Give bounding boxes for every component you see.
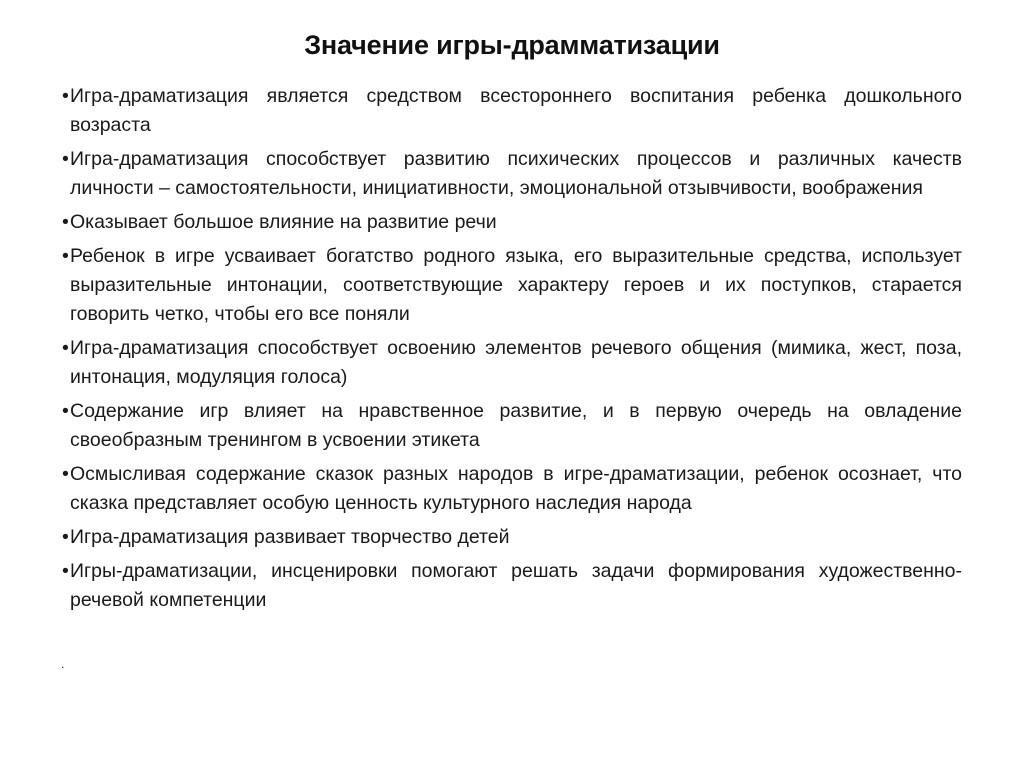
bullet-item: • Игра-драматизация способствует освоению элементов речевого общения (мимика, жест, поза, интонация, модуляция голоса) [62,334,962,392]
bullet-item: • Игра-драматизация способствует развитию психических процессов и различных качеств личности – самостоятельности, инициативности, эмоциональной отзывчивости, воображения [62,145,962,203]
trailing-dot: . [61,657,65,671]
bullet-item: • Ребенок в игре усваивает богатство родного языка, его выразительные средства, использует выразительные интонации, соответствующие характеру героев и их поступков, старается говорить четко, чтобы его все поняли [62,242,962,329]
bullet-item: • Игра-драматизация развивает творчество детей [62,523,962,552]
bullet-item: • Содержание игр влияет на нравственное развитие, и в первую очередь на овладение своеобразным тренингом в усвоении этикета [62,397,962,455]
bullet-item: • Игра-драматизация является средством всестороннего воспитания ребенка дошкольного возраста [62,82,962,140]
bullet-item: • Игры-драматизации, инсценировки помогают решать задачи формирования художественно-речевой компетенции [62,557,962,615]
bullet-list [62,82,962,620]
bullet-item: • Осмысливая содержание сказок разных народов в игре-драматизации, ребенок осознает, что сказка представляет особую ценность культурного наследия народа [62,460,962,518]
bullet-item: • Оказывает большое влияние на развитие речи [62,208,962,237]
slide-title: Значение игры-драмматизации [304,30,720,60]
